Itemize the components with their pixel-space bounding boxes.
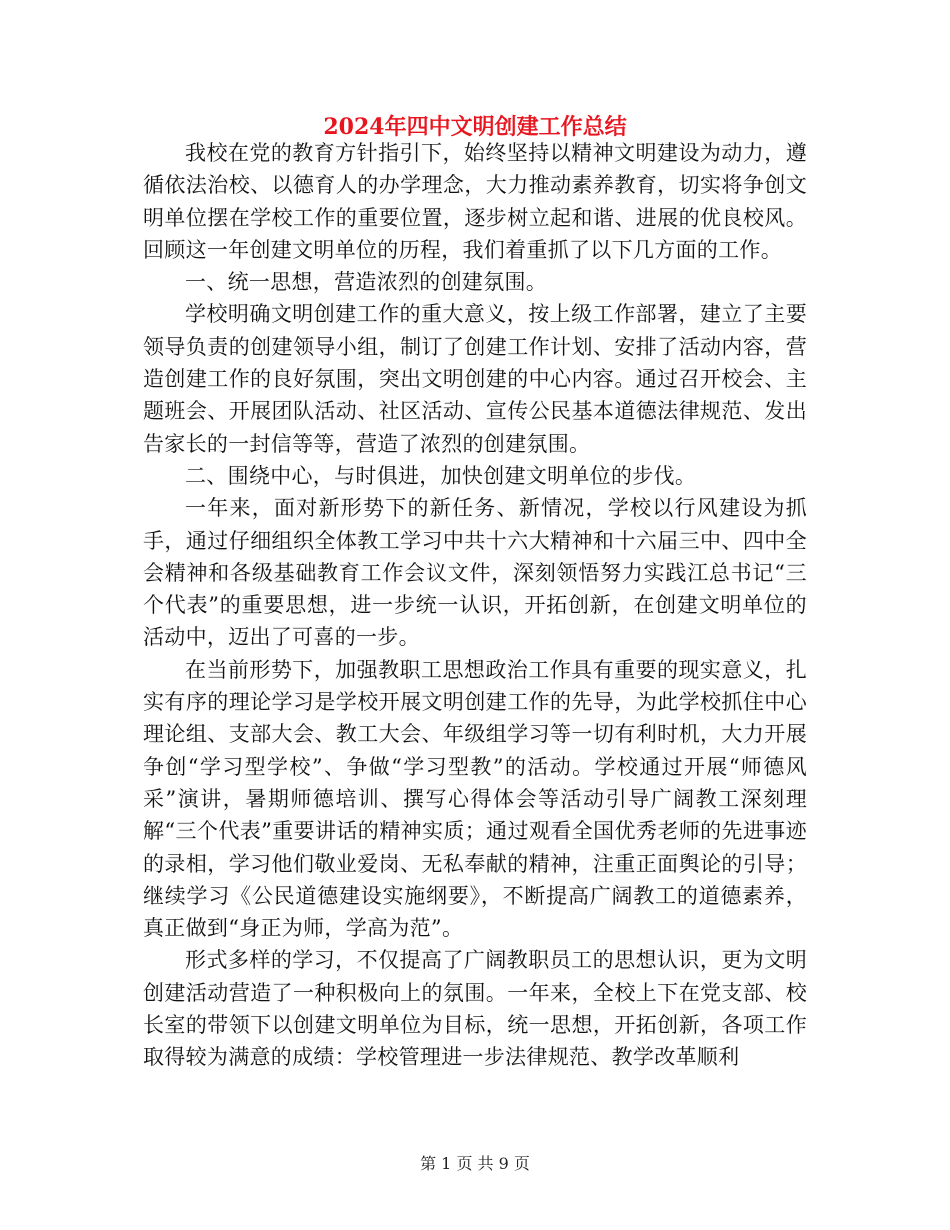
page-number-footer: 第 1 页 共 9 页 [420,1154,530,1173]
paragraph-section-2a: 一年来，面对新形势下的新任务、新情况，学校以行风建设为抓手，通过仔细组织全体教工学习中共十六大精神和十六届三中、四中全会精神和各级基础教育工作会议文件，深刻领悟努力实践江总书记“三个代表”的重要思想，进一步统一认识，开拓创新，在创建文明单位的活动中，迈出了可喜的一步。 [143,496,807,650]
section-heading-1: 一、统一思想，营造浓烈的创建氛围。 [185,270,548,295]
document-body [143,137,807,1074]
paragraph-section-2c: 形式多样的学习，不仅提高了广阔教职员工的思想认识，更为文明创建活动营造了一种积极向上的氛围。一年来，全校上下在党支部、校长室的带领下以创建文明单位为目标，统一思想，开拓创新，各项工作取得较为满意的成绩：学校管理进一步法律规范、教学改革顺利 [143,948,807,1070]
paragraph-section-1: 学校明确文明创建工作的重大意义，按上级工作部署，建立了主要领导负责的创建领导小组，制订了创建工作计划、安排了活动内容，营造创建工作的良好氛围，突出文明创建的中心内容。通过召开校会、主题班会、开展团队活动、社区活动、宣传公民基本道德法律规范、发出告家长的一封信等等，营造了浓烈的创建氛围。 [143,302,807,456]
document-title: 2024年四中文明创建工作总结 [323,114,627,140]
paragraph-section-2b: 在当前形势下，加强教职工思想政治工作具有重要的现实意义，扎实有序的理论学习是学校开展文明创建工作的先导，为此学校抓住中心理论组、支部大会、教工大会、年级组学习等一切有利时机，大力开展争创“学习型学校”、争做“学习型教”的活动。学校通过开展“师德风采”演讲，暑期师德培训、撰写心得体会等活动引导广阔教工深刻理解“三个代表”重要讲话的精神实质；通过观看全国优秀老师的先进事迹的录相，学习他们敬业爱岗、无私奉献的精神，注重正面舆论的引导；继续学习《公民道德建设实施纲要》，不断提高广阔教工的道德素养，真正做到“身正为师，学高为范”。 [143,657,807,941]
paragraph-intro: 我校在党的教育方针指引下，始终坚持以精神文明建设为动力，遵循依法治校、以德育人的办学理念，大力推动素养教育，切实将争创文明单位摆在学校工作的重要位置，逐步树立起和谐、进展的优良校风。回顾这一年创建文明单位的历程，我们着重抓了以下几方面的工作。 [143,141,807,262]
section-heading-2: 二、围绕中心，与时俱进，加快创建文明单位的步伐。 [185,463,697,488]
